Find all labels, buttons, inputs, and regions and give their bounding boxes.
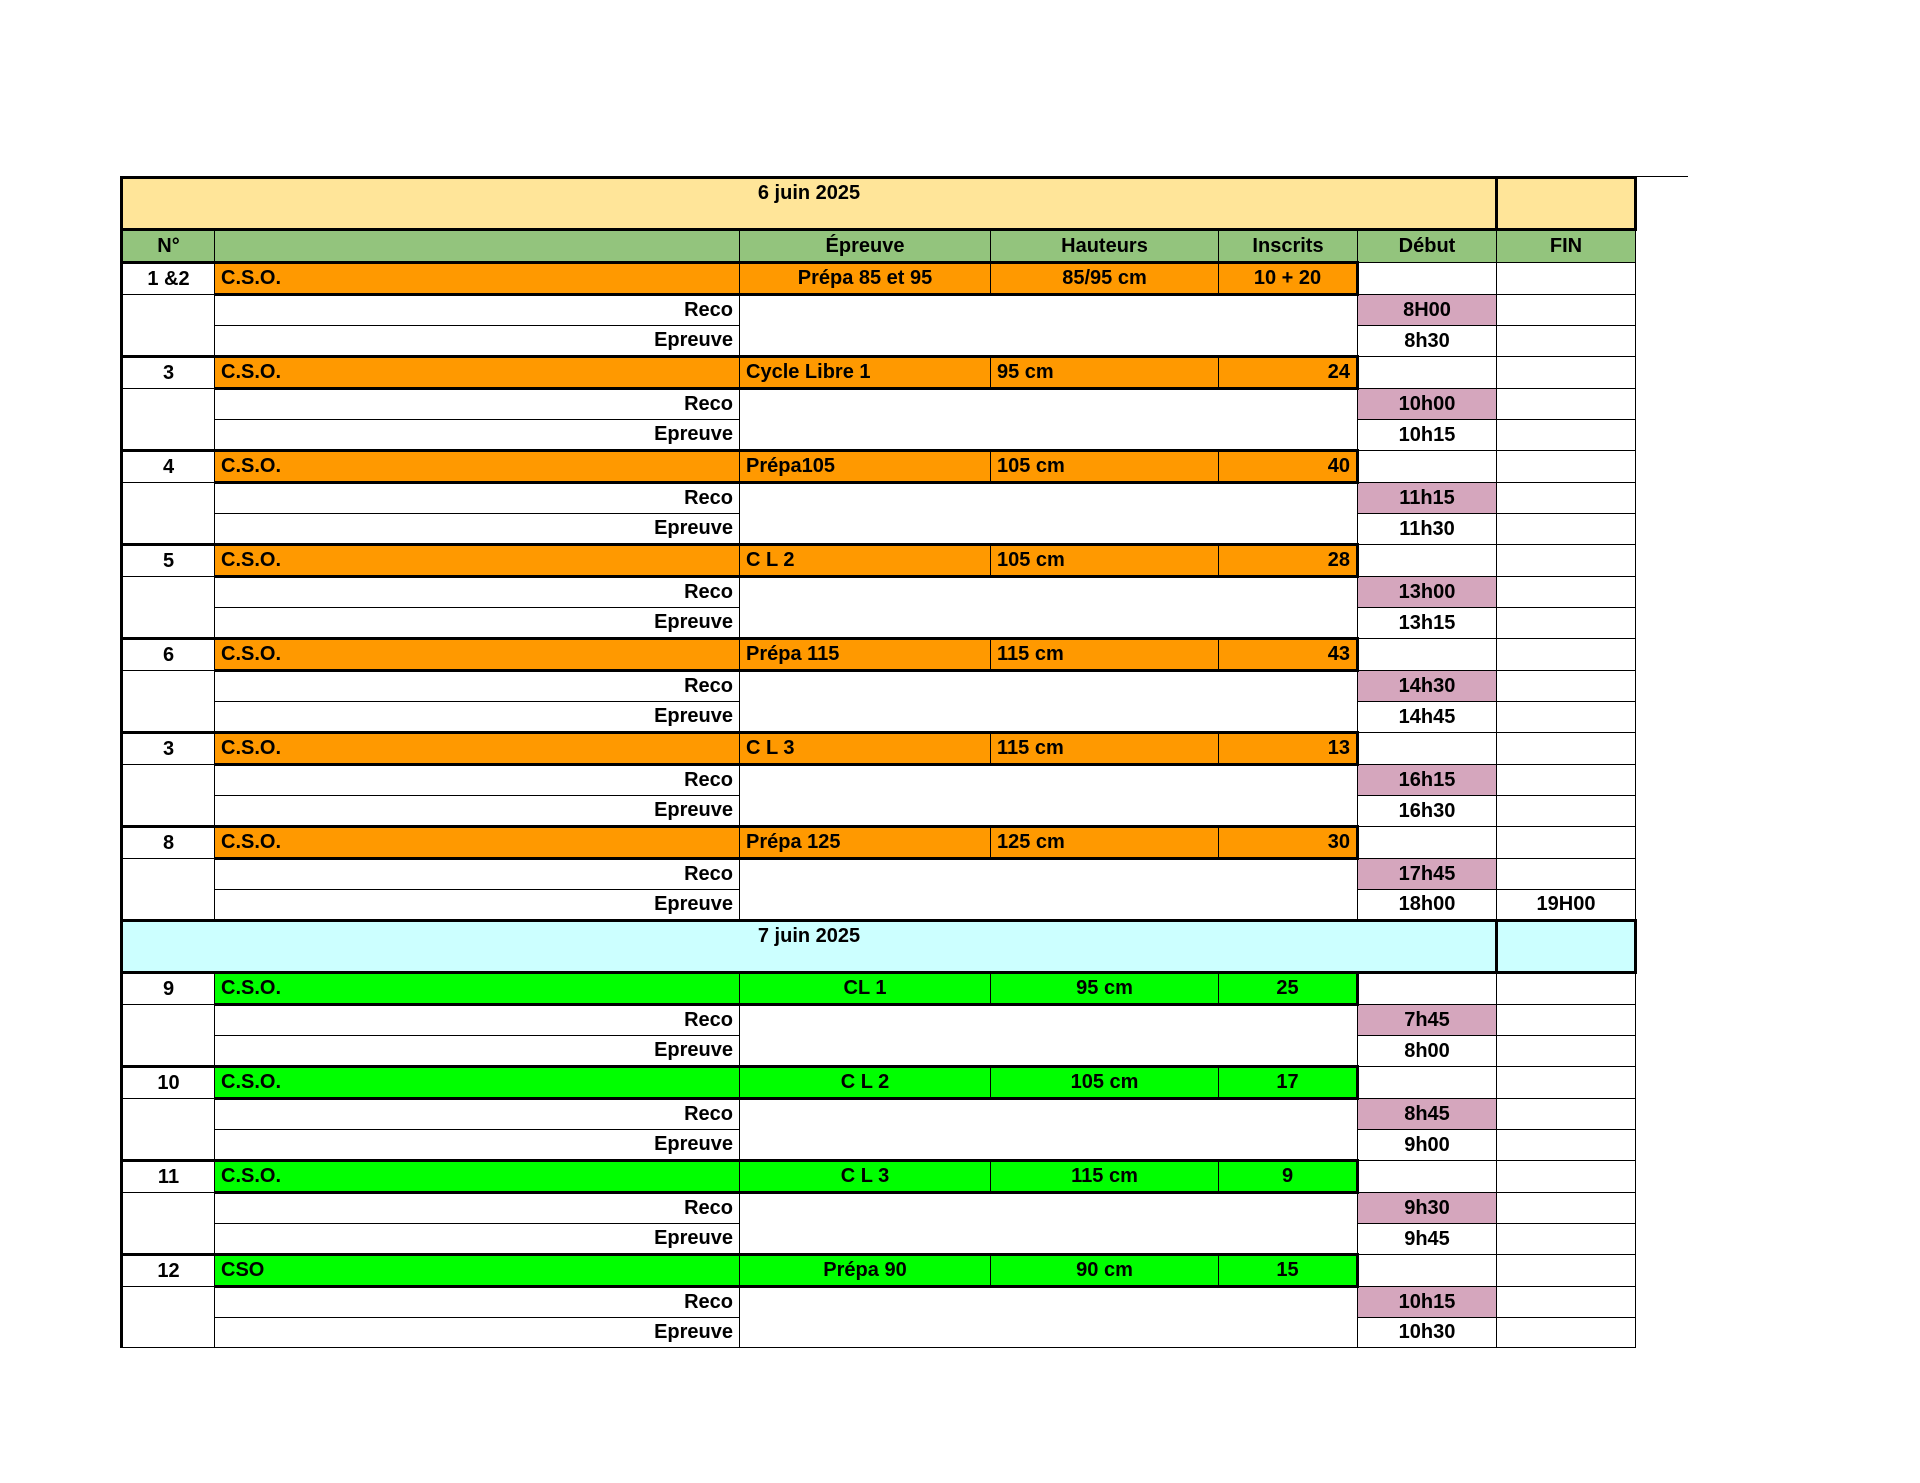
reco-fin — [1497, 577, 1636, 608]
event-number: 6 — [122, 639, 215, 671]
event-inscrits: 15 — [1219, 1255, 1358, 1287]
blank-area — [740, 671, 1358, 733]
number-spacer — [122, 1287, 215, 1348]
debut-time: 13h15 — [1358, 608, 1497, 639]
event-debut-empty — [1358, 357, 1497, 389]
day-title-row — [122, 178, 1636, 230]
event-type: C.S.O. — [215, 1067, 740, 1099]
debut-time: 11h30 — [1358, 514, 1497, 545]
event-debut-empty — [1358, 263, 1497, 295]
event-type: C.S.O. — [215, 451, 740, 483]
event-number: 5 — [122, 545, 215, 577]
debut-time: 10h30 — [1358, 1318, 1497, 1348]
reco-fin — [1497, 1287, 1636, 1318]
event-epreuve: Prépa 90 — [740, 1255, 991, 1287]
event-type: C.S.O. — [215, 639, 740, 671]
reco-time: 14h30 — [1358, 671, 1497, 702]
column-header — [215, 230, 740, 263]
day-title-row — [122, 921, 1636, 973]
epreuve-label: Epreuve — [215, 702, 740, 733]
column-header: FIN — [1497, 230, 1636, 263]
column-header-row — [122, 230, 1636, 263]
event-debut-empty — [1358, 639, 1497, 671]
reco-row — [122, 859, 1636, 890]
event-epreuve: C L 3 — [740, 733, 991, 765]
event-row — [122, 827, 1636, 859]
blank-area — [740, 765, 1358, 827]
event-hauteur: 85/95 cm — [991, 263, 1219, 295]
reco-row — [122, 671, 1636, 702]
event-epreuve: CL 1 — [740, 973, 991, 1005]
reco-fin — [1497, 295, 1636, 326]
event-type: C.S.O. — [215, 545, 740, 577]
reco-row — [122, 1005, 1636, 1036]
number-spacer — [122, 671, 215, 733]
event-number: 4 — [122, 451, 215, 483]
event-fin-empty — [1497, 1255, 1636, 1287]
event-row — [122, 973, 1636, 1005]
event-debut-empty — [1358, 1067, 1497, 1099]
event-type: CSO — [215, 1255, 740, 1287]
reco-label: Reco — [215, 671, 740, 702]
number-spacer — [122, 577, 215, 639]
reco-time: 16h15 — [1358, 765, 1497, 796]
epreuve-label: Epreuve — [215, 1036, 740, 1067]
fin-time — [1497, 514, 1636, 545]
epreuve-label: Epreuve — [215, 514, 740, 545]
event-row — [122, 263, 1636, 295]
event-fin-empty — [1497, 1161, 1636, 1193]
reco-label: Reco — [215, 389, 740, 420]
event-inscrits: 24 — [1219, 357, 1358, 389]
reco-label: Reco — [215, 1193, 740, 1224]
event-number: 9 — [122, 973, 215, 1005]
reco-row — [122, 1287, 1636, 1318]
blank-area — [740, 1193, 1358, 1255]
blank-area — [740, 577, 1358, 639]
event-row — [122, 639, 1636, 671]
event-debut-empty — [1358, 827, 1497, 859]
fin-time — [1497, 1224, 1636, 1255]
epreuve-label: Epreuve — [215, 326, 740, 357]
reco-label: Reco — [215, 1287, 740, 1318]
number-spacer — [122, 295, 215, 357]
event-number: 12 — [122, 1255, 215, 1287]
reco-time: 10h15 — [1358, 1287, 1497, 1318]
fin-time — [1497, 1130, 1636, 1161]
day-title-spacer — [1497, 178, 1636, 230]
event-hauteur: 90 cm — [991, 1255, 1219, 1287]
event-number: 1 &2 — [122, 263, 215, 295]
event-number: 11 — [122, 1161, 215, 1193]
event-row — [122, 545, 1636, 577]
event-fin-empty — [1497, 357, 1636, 389]
event-debut-empty — [1358, 733, 1497, 765]
reco-time: 13h00 — [1358, 577, 1497, 608]
reco-label: Reco — [215, 765, 740, 796]
reco-row — [122, 1099, 1636, 1130]
reco-fin — [1497, 1193, 1636, 1224]
column-header: N° — [122, 230, 215, 263]
number-spacer — [122, 1193, 215, 1255]
event-inscrits: 30 — [1219, 827, 1358, 859]
number-spacer — [122, 859, 215, 921]
fin-time — [1497, 608, 1636, 639]
blank-area — [740, 1005, 1358, 1067]
event-hauteur: 115 cm — [991, 733, 1219, 765]
event-row — [122, 1161, 1636, 1193]
event-inscrits: 40 — [1219, 451, 1358, 483]
event-epreuve: C L 3 — [740, 1161, 991, 1193]
reco-label: Reco — [215, 1099, 740, 1130]
epreuve-label: Epreuve — [215, 890, 740, 921]
number-spacer — [122, 389, 215, 451]
event-fin-empty — [1497, 263, 1636, 295]
debut-time: 16h30 — [1358, 796, 1497, 827]
event-epreuve: Prépa 85 et 95 — [740, 263, 991, 295]
event-type: C.S.O. — [215, 827, 740, 859]
day-title-spacer — [1497, 921, 1636, 973]
event-number: 10 — [122, 1067, 215, 1099]
event-inscrits: 28 — [1219, 545, 1358, 577]
column-header: Épreuve — [740, 230, 991, 263]
event-inscrits: 17 — [1219, 1067, 1358, 1099]
event-type: C.S.O. — [215, 1161, 740, 1193]
reco-fin — [1497, 1005, 1636, 1036]
reco-time: 17h45 — [1358, 859, 1497, 890]
reco-time: 8h45 — [1358, 1099, 1497, 1130]
debut-time: 10h15 — [1358, 420, 1497, 451]
event-debut-empty — [1358, 973, 1497, 1005]
blank-area — [740, 1287, 1358, 1348]
reco-row — [122, 1193, 1636, 1224]
reco-row — [122, 483, 1636, 514]
day-title: 6 juin 2025 — [122, 178, 1497, 230]
event-number: 8 — [122, 827, 215, 859]
event-inscrits: 9 — [1219, 1161, 1358, 1193]
event-row — [122, 1255, 1636, 1287]
reco-time: 7h45 — [1358, 1005, 1497, 1036]
reco-row — [122, 577, 1636, 608]
event-number: 3 — [122, 357, 215, 389]
event-epreuve: C L 2 — [740, 545, 991, 577]
event-epreuve: Prépa 115 — [740, 639, 991, 671]
day-title: 7 juin 2025 — [122, 921, 1497, 973]
event-type: C.S.O. — [215, 263, 740, 295]
column-header: Hauteurs — [991, 230, 1219, 263]
fin-time: 19H00 — [1497, 890, 1636, 921]
reco-row — [122, 389, 1636, 420]
event-hauteur: 105 cm — [991, 1067, 1219, 1099]
event-epreuve: C L 2 — [740, 1067, 991, 1099]
debut-time: 9h00 — [1358, 1130, 1497, 1161]
event-fin-empty — [1497, 733, 1636, 765]
epreuve-label: Epreuve — [215, 796, 740, 827]
debut-time: 14h45 — [1358, 702, 1497, 733]
blank-area — [740, 483, 1358, 545]
reco-time: 8H00 — [1358, 295, 1497, 326]
reco-row — [122, 765, 1636, 796]
blank-area — [740, 859, 1358, 921]
reco-label: Reco — [215, 295, 740, 326]
event-fin-empty — [1497, 827, 1636, 859]
event-hauteur: 125 cm — [991, 827, 1219, 859]
event-hauteur: 115 cm — [991, 639, 1219, 671]
event-fin-empty — [1497, 639, 1636, 671]
event-fin-empty — [1497, 1067, 1636, 1099]
epreuve-label: Epreuve — [215, 420, 740, 451]
event-hauteur: 95 cm — [991, 357, 1219, 389]
event-inscrits: 13 — [1219, 733, 1358, 765]
reco-fin — [1497, 483, 1636, 514]
debut-time: 18h00 — [1358, 890, 1497, 921]
event-hauteur: 115 cm — [991, 1161, 1219, 1193]
column-header: Inscrits — [1219, 230, 1358, 263]
event-row — [122, 733, 1636, 765]
blank-area — [740, 1099, 1358, 1161]
event-hauteur: 105 cm — [991, 545, 1219, 577]
epreuve-label: Epreuve — [215, 1318, 740, 1348]
reco-row — [122, 295, 1636, 326]
blank-area — [740, 389, 1358, 451]
event-debut-empty — [1358, 451, 1497, 483]
number-spacer — [122, 483, 215, 545]
event-type: C.S.O. — [215, 973, 740, 1005]
reco-fin — [1497, 671, 1636, 702]
reco-label: Reco — [215, 483, 740, 514]
fin-time — [1497, 1318, 1636, 1348]
column-header: Début — [1358, 230, 1497, 263]
event-row — [122, 1067, 1636, 1099]
reco-time: 9h30 — [1358, 1193, 1497, 1224]
epreuve-label: Epreuve — [215, 1224, 740, 1255]
fin-time — [1497, 796, 1636, 827]
reco-time: 11h15 — [1358, 483, 1497, 514]
number-spacer — [122, 1005, 215, 1067]
event-debut-empty — [1358, 545, 1497, 577]
event-hauteur: 105 cm — [991, 451, 1219, 483]
event-inscrits: 43 — [1219, 639, 1358, 671]
event-inscrits: 25 — [1219, 973, 1358, 1005]
event-fin-empty — [1497, 451, 1636, 483]
event-epreuve: Prépa105 — [740, 451, 991, 483]
number-spacer — [122, 1099, 215, 1161]
blank-area — [740, 295, 1358, 357]
reco-label: Reco — [215, 1005, 740, 1036]
fin-time — [1497, 420, 1636, 451]
event-fin-empty — [1497, 973, 1636, 1005]
epreuve-label: Epreuve — [215, 1130, 740, 1161]
event-row — [122, 451, 1636, 483]
event-epreuve: Prépa 125 — [740, 827, 991, 859]
reco-fin — [1497, 859, 1636, 890]
debut-time: 9h45 — [1358, 1224, 1497, 1255]
reco-fin — [1497, 765, 1636, 796]
event-row — [122, 357, 1636, 389]
number-spacer — [122, 765, 215, 827]
event-hauteur: 95 cm — [991, 973, 1219, 1005]
epreuve-label: Epreuve — [215, 608, 740, 639]
debut-time: 8h00 — [1358, 1036, 1497, 1067]
debut-time: 8h30 — [1358, 326, 1497, 357]
event-type: C.S.O. — [215, 357, 740, 389]
reco-fin — [1497, 389, 1636, 420]
event-number: 3 — [122, 733, 215, 765]
fin-time — [1497, 1036, 1636, 1067]
event-fin-empty — [1497, 545, 1636, 577]
reco-label: Reco — [215, 859, 740, 890]
event-debut-empty — [1358, 1255, 1497, 1287]
reco-fin — [1497, 1099, 1636, 1130]
schedule-table — [120, 176, 1637, 1348]
reco-time: 10h00 — [1358, 389, 1497, 420]
event-inscrits: 10 + 20 — [1219, 263, 1358, 295]
event-epreuve: Cycle Libre 1 — [740, 357, 991, 389]
reco-label: Reco — [215, 577, 740, 608]
event-debut-empty — [1358, 1161, 1497, 1193]
event-type: C.S.O. — [215, 733, 740, 765]
fin-time — [1497, 326, 1636, 357]
fin-time — [1497, 702, 1636, 733]
